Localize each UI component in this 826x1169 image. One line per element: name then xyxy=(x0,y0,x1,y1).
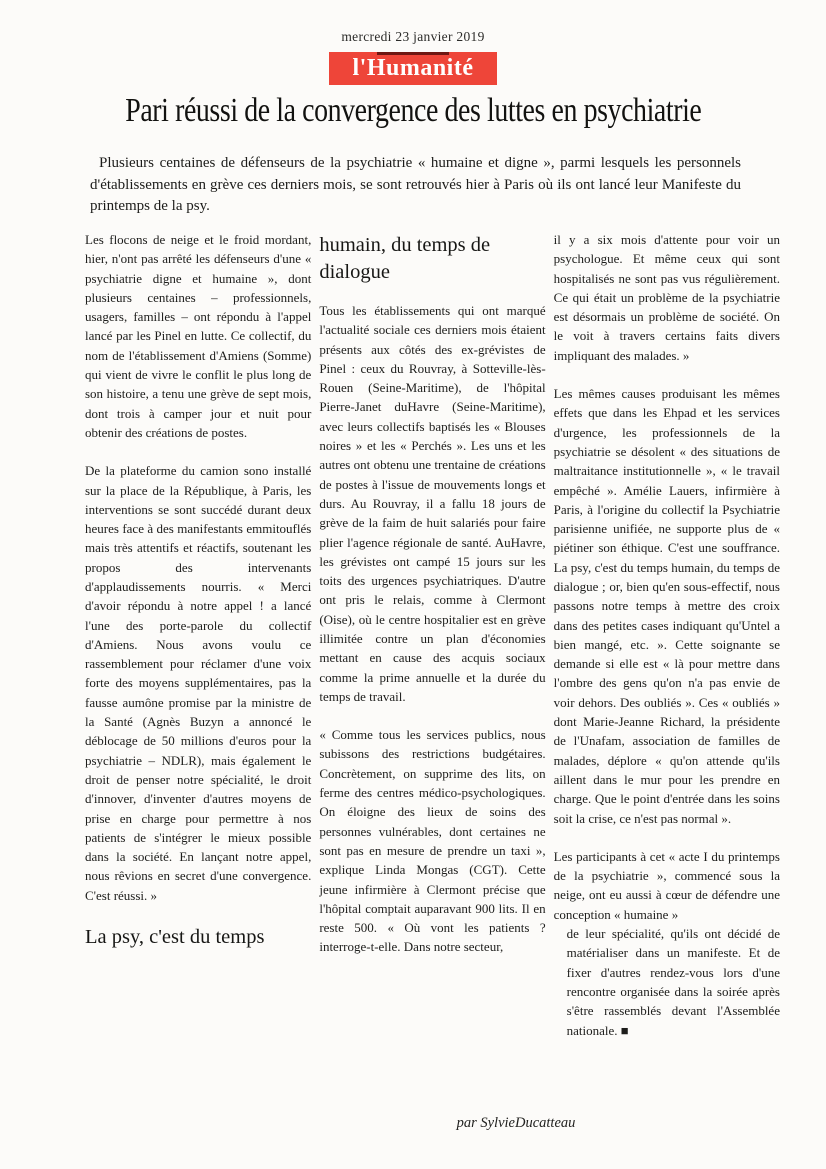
article-headline xyxy=(0,90,826,132)
article-paragraph: Les participants à cet « acte I du printemps de la psychiatrie », commencé sous la neige, ont eu aussi à cœur de défendre une conception « humaine » xyxy=(553,848,780,922)
article-column-2 xyxy=(319,230,545,1040)
humanite-logo xyxy=(329,52,497,85)
crosshead-part-2: humain, du temps de dialogue xyxy=(319,233,491,284)
byline-text: par SylvieDucatteau xyxy=(456,1115,576,1131)
crosshead-part-1: La psy, c'est du temps xyxy=(85,926,265,949)
logo-text: l'Humanité xyxy=(352,55,474,81)
byline xyxy=(0,1110,826,1140)
article-column-1 xyxy=(85,230,311,1040)
article-paragraph: « Comme tous les services publics, nous subissons des restrictions budgétaires. Concrètement, on supprime des lits, on ferme des centres médico-psychologiques. On éloigne des lieux de soins des personnes vulnérables, dont certaines ne sont pas en mesure de prendre un taxi », explique Linda Mongas (CGT). Cette jeune infirmière à Clermont précise que l'hôpital comptait auparavant 900 lits. Il en reste 500. « Où vont les patients ? interroge-t-elle. Dans notre secteur, xyxy=(319,727,546,955)
article-column-3 xyxy=(554,230,780,1040)
article-paragraph: Les mêmes causes produisant les mêmes effets que dans les Ehpad et les services d'urgence, les professionnels de la psychiatrie se désolent « des situations de maltraitance institutionnelle », « le travail empêché ». Amélie Lauers, infirmière à Paris, à l'origine du collectif la Psychiatrie parisienne unifiée, ne supporte plus de « piétiner son éthique. C'est une souffrance. La psy, c'est du temps humain, du temps de dialogue ; or, bien qu'en sous-effectif, nous passons notre temps à mettre des croix dans des petites cases indiquant qu'Untel a bien mangé, etc. ». Cette soignante se demande si elle est « là pour mettre dans l'ombre des gens qu'on n'a pas envie de voir dehors. Des oubliés ». Ces « oubliés » dont Marie-Jeanne Richard, la présidente de l'Unafam, association de familles de malades, déplore « qu'on attende qu'ils aillent dans le mur pour les prendre en charge. Que le point d'entrée dans les soins soit la crise, ce n'est pas normal ». xyxy=(553,386,780,826)
article-lede: Plusieurs centaines de défenseurs de la psychiatrie « humaine et digne », parmi lesquels les personnels d'établissements en grève ces derniers mois, se sont retrouvés hier à Paris où ils ont lancé leur Manifeste du printemps de la psy. xyxy=(90,155,741,215)
dateline: mercredi 23 janvier 2019 xyxy=(341,29,485,44)
article-columns xyxy=(85,230,780,1040)
article-paragraph-indented: de leur spécialité, qu'ils ont décidé de matérialiser dans un manifeste. Et de fixer d'autres rendez-vous lors d'une rencontre organisée dans la soirée après s'être rassemblés devant l'Assemblée nationale. ■ xyxy=(566,926,780,1038)
article-paragraph: Tous les établissements qui ont marqué l'actualité sociale ces derniers mois étaient présents aux côtés des ex-grévistes de Pinel : ceux du Rouvray, à Sotteville-lès-Rouen (Seine-Maritime), de l'hôpital Pierre-Janet duHavre (Seine-Maritime), avec leurs collectifs baptisés les « Blouses noires » et les « Perchés ». Les uns et les autres ont obtenu une trentaine de créations de postes à l'issue de mouvements longs et durs. Au Rouvray, il a fallu 18 jours de grève de la faim de huit salariés pour faire plier l'agence régionale de santé. AuHavre, les grévistes ont campé 15 jours sur les toits des urgences psychiatriques. D'autre ont pris le relais, comme à Clermont (Oise), où le centre hospitalier est en grève illimitée contre un plan d'économies mettant en cause des acquis sociaux comme la prime annuelle et la durée du temps de travail. xyxy=(319,302,546,704)
article-paragraph: Les flocons de neige et le froid mordant, hier, n'ont pas arrêté les défenseurs d'une « psychiatrie digne et humaine », dont plusieurs centaines – professionnels, usagers, familles – ont répondu à l'appel lancé par les Pinel en lutte. Ce collectif, du nom de l'établissement d'Amiens (Somme) qui vient de vivre le conflit le plus long de son histoire, a tenu une grève de sept mois, dont trois à camper jour et nuit pour obtenir des créations de postes. xyxy=(85,231,312,440)
article-paragraph: il y a six mois d'attente pour voir un psychologue. Et même ceux qui sont hospitalisés ne sont pas vus régulièrement. Ce qui était un problème de la psychiatrie est désormais un problème de société. On le voit à travers certains faits divers impliquant des malades. » xyxy=(553,231,780,363)
article-paragraph: De la plateforme du camion sono installé sur la place de la République, à Paris, les interventions se sont succédé durant deux heures face à des manifestants emmitouflés mais très attentifs et réactifs, soutenant les propos des intervenants d'applaudissements nourris. « Merci d'avoir répondu à notre appel ! a lancé l'une des porte-parole du collectif d'Amiens. Nous avons voulu ce rassemblement pour réclamer d'une voix forte des moyens supplémentaires, pas la fausse aumône promise par la ministre de la Santé (Agnès Buzyn a annoncé le déblocage de 50 millions d'euros pour la psychiatrie – NDLR), mais également le droit de penser notre spécialité, le droit d'innover, d'inventer d'autres moyens de prise en charge pour permettre à nos patients de s'intégrer le mieux possible dans la société. En lançant notre appel, nous rêvions en secret d'une convergence. C'est réussi. » xyxy=(85,463,312,903)
article-headline-text: Pari réussi de la convergence des luttes en psychiatrie xyxy=(124,92,702,129)
